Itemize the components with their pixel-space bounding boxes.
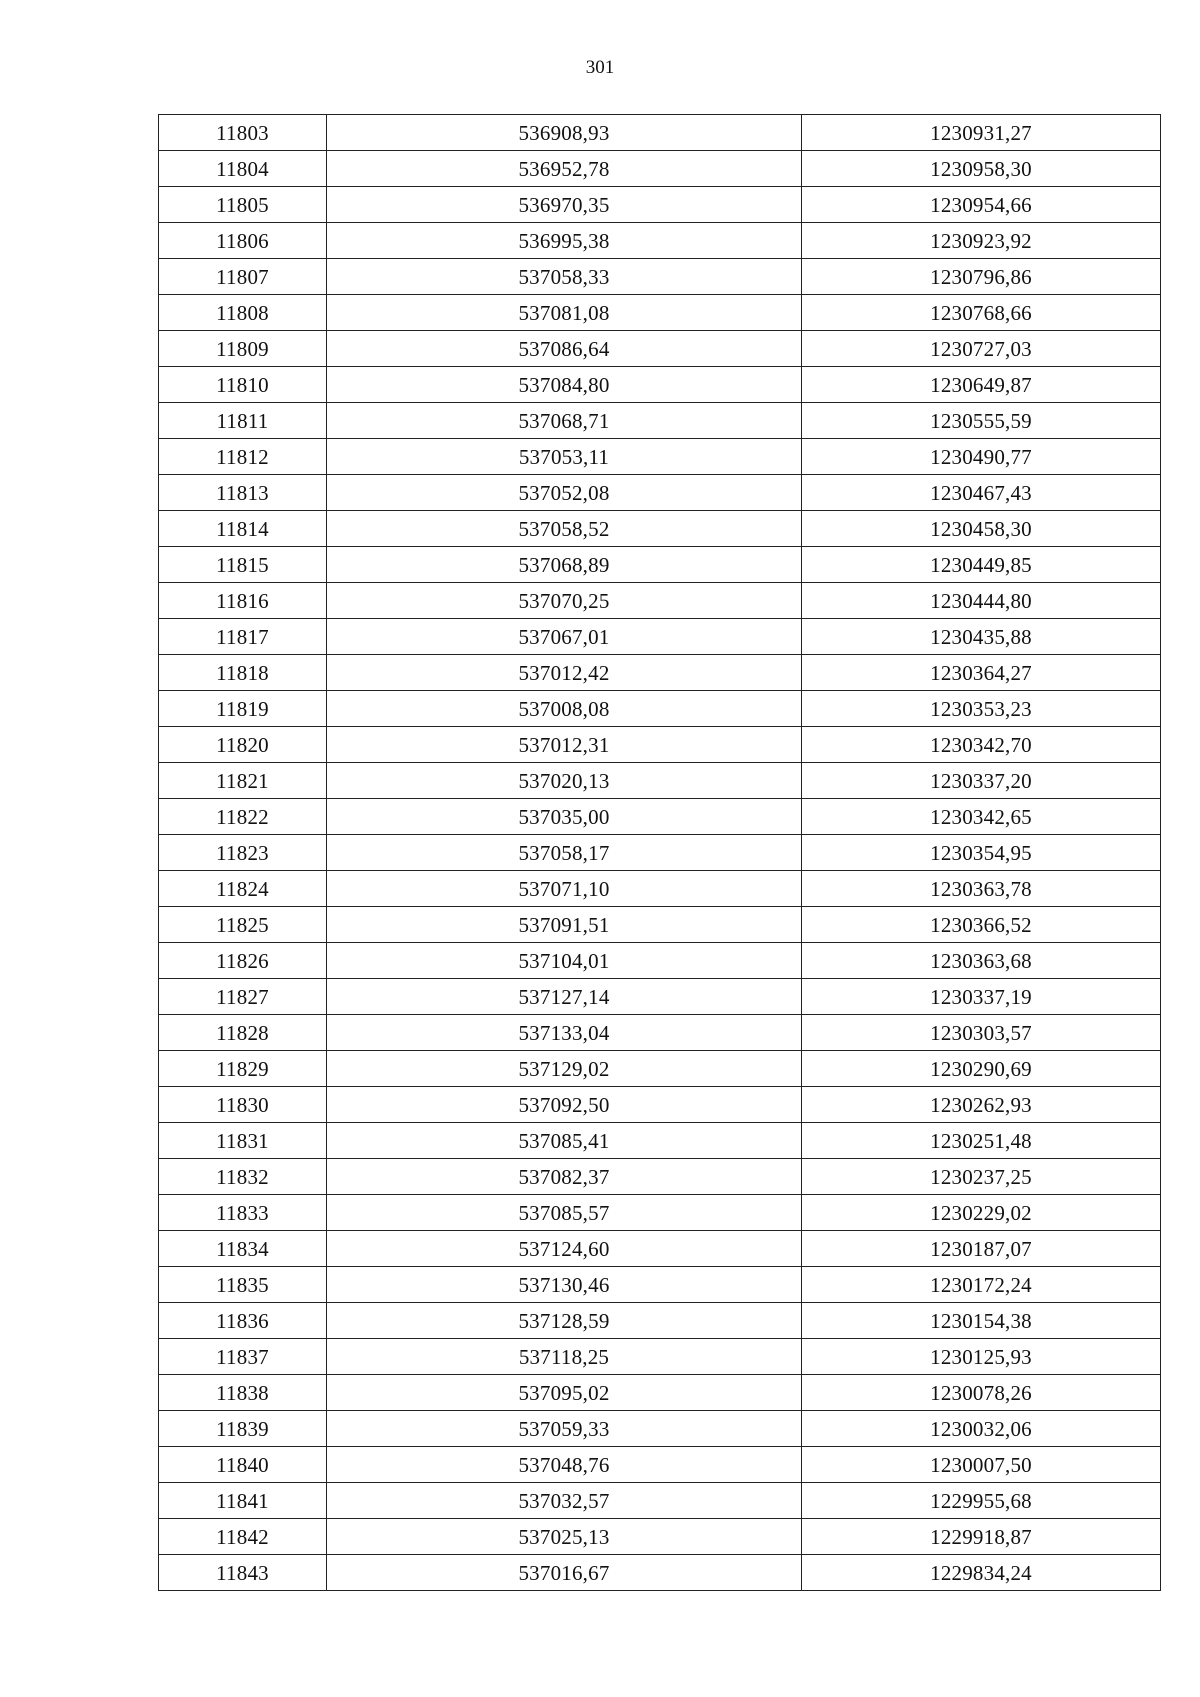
- y-coordinate-cell: 1230923,92: [802, 223, 1161, 259]
- point-number-cell: 11809: [159, 331, 327, 367]
- point-number-cell: 11808: [159, 295, 327, 331]
- x-coordinate-cell: 537020,13: [327, 763, 802, 799]
- x-coordinate-cell: 537012,42: [327, 655, 802, 691]
- x-coordinate-cell: 537085,57: [327, 1195, 802, 1231]
- y-coordinate-cell: 1230032,06: [802, 1411, 1161, 1447]
- y-coordinate-cell: 1230727,03: [802, 331, 1161, 367]
- table-row: [159, 835, 1161, 871]
- x-coordinate-cell: 537032,57: [327, 1483, 802, 1519]
- x-coordinate-cell: 537016,67: [327, 1555, 802, 1591]
- point-number-cell: 11827: [159, 979, 327, 1015]
- point-number-cell: 11839: [159, 1411, 327, 1447]
- point-number-cell: 11817: [159, 619, 327, 655]
- y-coordinate-cell: 1230154,38: [802, 1303, 1161, 1339]
- y-coordinate-cell: 1230262,93: [802, 1087, 1161, 1123]
- y-coordinate-cell: 1230363,78: [802, 871, 1161, 907]
- x-coordinate-cell: 537084,80: [327, 367, 802, 403]
- x-coordinate-cell: 537124,60: [327, 1231, 802, 1267]
- y-coordinate-cell: 1230555,59: [802, 403, 1161, 439]
- y-coordinate-cell: 1230251,48: [802, 1123, 1161, 1159]
- y-coordinate-cell: 1230490,77: [802, 439, 1161, 475]
- table-row: [159, 511, 1161, 547]
- point-number-cell: 11818: [159, 655, 327, 691]
- table-row: [159, 619, 1161, 655]
- x-coordinate-cell: 537068,89: [327, 547, 802, 583]
- x-coordinate-cell: 537133,04: [327, 1015, 802, 1051]
- x-coordinate-cell: 537058,17: [327, 835, 802, 871]
- x-coordinate-cell: 537025,13: [327, 1519, 802, 1555]
- x-coordinate-cell: 537071,10: [327, 871, 802, 907]
- y-coordinate-cell: 1230229,02: [802, 1195, 1161, 1231]
- point-number-cell: 11813: [159, 475, 327, 511]
- table-row: [159, 331, 1161, 367]
- y-coordinate-cell: 1230354,95: [802, 835, 1161, 871]
- y-coordinate-cell: 1230449,85: [802, 547, 1161, 583]
- y-coordinate-cell: 1230342,65: [802, 799, 1161, 835]
- x-coordinate-cell: 537129,02: [327, 1051, 802, 1087]
- point-number-cell: 11811: [159, 403, 327, 439]
- y-coordinate-cell: 1230958,30: [802, 151, 1161, 187]
- table-row: [159, 871, 1161, 907]
- y-coordinate-cell: 1230337,20: [802, 763, 1161, 799]
- table-row: [159, 223, 1161, 259]
- y-coordinate-cell: 1230458,30: [802, 511, 1161, 547]
- x-coordinate-cell: 537081,08: [327, 295, 802, 331]
- table-row: [159, 763, 1161, 799]
- x-coordinate-cell: 537130,46: [327, 1267, 802, 1303]
- table-row: [159, 1447, 1161, 1483]
- point-number-cell: 11841: [159, 1483, 327, 1519]
- x-coordinate-cell: 537095,02: [327, 1375, 802, 1411]
- table-row: [159, 1087, 1161, 1123]
- x-coordinate-cell: 536952,78: [327, 151, 802, 187]
- table-row: [159, 1015, 1161, 1051]
- table-row: [159, 727, 1161, 763]
- table-row: [159, 943, 1161, 979]
- point-number-cell: 11842: [159, 1519, 327, 1555]
- point-number-cell: 11837: [159, 1339, 327, 1375]
- point-number-cell: 11804: [159, 151, 327, 187]
- point-number-cell: 11816: [159, 583, 327, 619]
- table-row: [159, 907, 1161, 943]
- page-number: 301: [585, 57, 615, 78]
- table-row: [159, 1339, 1161, 1375]
- x-coordinate-cell: 536970,35: [327, 187, 802, 223]
- point-number-cell: 11843: [159, 1555, 327, 1591]
- y-coordinate-cell: 1230931,27: [802, 115, 1161, 151]
- table-row: [159, 295, 1161, 331]
- point-number-cell: 11823: [159, 835, 327, 871]
- point-number-cell: 11835: [159, 1267, 327, 1303]
- point-number-cell: 11807: [159, 259, 327, 295]
- y-coordinate-cell: 1230353,23: [802, 691, 1161, 727]
- table-row: [159, 151, 1161, 187]
- y-coordinate-cell: 1230796,86: [802, 259, 1161, 295]
- table-row: [159, 475, 1161, 511]
- y-coordinate-cell: 1230290,69: [802, 1051, 1161, 1087]
- point-number-cell: 11814: [159, 511, 327, 547]
- y-coordinate-cell: 1230125,93: [802, 1339, 1161, 1375]
- x-coordinate-cell: 537053,11: [327, 439, 802, 475]
- table-row: [159, 187, 1161, 223]
- y-coordinate-cell: 1230303,57: [802, 1015, 1161, 1051]
- x-coordinate-cell: 536995,38: [327, 223, 802, 259]
- x-coordinate-cell: 537012,31: [327, 727, 802, 763]
- x-coordinate-cell: 537091,51: [327, 907, 802, 943]
- y-coordinate-cell: 1230237,25: [802, 1159, 1161, 1195]
- x-coordinate-cell: 537086,64: [327, 331, 802, 367]
- y-coordinate-cell: 1230649,87: [802, 367, 1161, 403]
- table-row: [159, 1303, 1161, 1339]
- y-coordinate-cell: 1230342,70: [802, 727, 1161, 763]
- table-row: [159, 583, 1161, 619]
- x-coordinate-cell: 537127,14: [327, 979, 802, 1015]
- point-number-cell: 11820: [159, 727, 327, 763]
- y-coordinate-cell: 1230364,27: [802, 655, 1161, 691]
- point-number-cell: 11806: [159, 223, 327, 259]
- point-number-cell: 11828: [159, 1015, 327, 1051]
- table-row: [159, 1051, 1161, 1087]
- table-row: [159, 691, 1161, 727]
- x-coordinate-cell: 537118,25: [327, 1339, 802, 1375]
- table-row: [159, 439, 1161, 475]
- x-coordinate-cell: 537104,01: [327, 943, 802, 979]
- table-row: [159, 655, 1161, 691]
- point-number-cell: 11836: [159, 1303, 327, 1339]
- x-coordinate-cell: 536908,93: [327, 115, 802, 151]
- y-coordinate-cell: 1230467,43: [802, 475, 1161, 511]
- table-row: [159, 979, 1161, 1015]
- table-row: [159, 1375, 1161, 1411]
- table-row: [159, 1483, 1161, 1519]
- x-coordinate-cell: 537082,37: [327, 1159, 802, 1195]
- x-coordinate-cell: 537035,00: [327, 799, 802, 835]
- table-row: [159, 1159, 1161, 1195]
- point-number-cell: 11830: [159, 1087, 327, 1123]
- point-number-cell: 11815: [159, 547, 327, 583]
- table-row: [159, 1231, 1161, 1267]
- point-number-cell: 11805: [159, 187, 327, 223]
- table-row: [159, 1195, 1161, 1231]
- x-coordinate-cell: 537092,50: [327, 1087, 802, 1123]
- table-row: [159, 1519, 1161, 1555]
- y-coordinate-cell: 1230187,07: [802, 1231, 1161, 1267]
- x-coordinate-cell: 537048,76: [327, 1447, 802, 1483]
- point-number-cell: 11838: [159, 1375, 327, 1411]
- table-row: [159, 115, 1161, 151]
- y-coordinate-cell: 1229918,87: [802, 1519, 1161, 1555]
- point-number-cell: 11826: [159, 943, 327, 979]
- y-coordinate-cell: 1230172,24: [802, 1267, 1161, 1303]
- table-row: [159, 1123, 1161, 1159]
- x-coordinate-cell: 537052,08: [327, 475, 802, 511]
- table-row: [159, 547, 1161, 583]
- point-number-cell: 11829: [159, 1051, 327, 1087]
- x-coordinate-cell: 537008,08: [327, 691, 802, 727]
- table-body: [159, 115, 1161, 1591]
- table-row: [159, 1411, 1161, 1447]
- point-number-cell: 11831: [159, 1123, 327, 1159]
- coordinates-table: [158, 114, 1161, 1591]
- y-coordinate-cell: 1230444,80: [802, 583, 1161, 619]
- point-number-cell: 11825: [159, 907, 327, 943]
- y-coordinate-cell: 1229834,24: [802, 1555, 1161, 1591]
- table-row: [159, 367, 1161, 403]
- point-number-cell: 11819: [159, 691, 327, 727]
- y-coordinate-cell: 1229955,68: [802, 1483, 1161, 1519]
- x-coordinate-cell: 537070,25: [327, 583, 802, 619]
- point-number-cell: 11824: [159, 871, 327, 907]
- y-coordinate-cell: 1230435,88: [802, 619, 1161, 655]
- y-coordinate-cell: 1230768,66: [802, 295, 1161, 331]
- table-row: [159, 259, 1161, 295]
- y-coordinate-cell: 1230366,52: [802, 907, 1161, 943]
- y-coordinate-cell: 1230078,26: [802, 1375, 1161, 1411]
- x-coordinate-cell: 537059,33: [327, 1411, 802, 1447]
- point-number-cell: 11833: [159, 1195, 327, 1231]
- point-number-cell: 11840: [159, 1447, 327, 1483]
- y-coordinate-cell: 1230337,19: [802, 979, 1161, 1015]
- point-number-cell: 11832: [159, 1159, 327, 1195]
- table-row: [159, 403, 1161, 439]
- point-number-cell: 11803: [159, 115, 327, 151]
- x-coordinate-cell: 537067,01: [327, 619, 802, 655]
- point-number-cell: 11812: [159, 439, 327, 475]
- point-number-cell: 11821: [159, 763, 327, 799]
- x-coordinate-cell: 537058,33: [327, 259, 802, 295]
- y-coordinate-cell: 1230007,50: [802, 1447, 1161, 1483]
- y-coordinate-cell: 1230954,66: [802, 187, 1161, 223]
- point-number-cell: 11822: [159, 799, 327, 835]
- x-coordinate-cell: 537085,41: [327, 1123, 802, 1159]
- table-row: [159, 1555, 1161, 1591]
- table-row: [159, 799, 1161, 835]
- point-number-cell: 11834: [159, 1231, 327, 1267]
- y-coordinate-cell: 1230363,68: [802, 943, 1161, 979]
- x-coordinate-cell: 537068,71: [327, 403, 802, 439]
- point-number-cell: 11810: [159, 367, 327, 403]
- x-coordinate-cell: 537128,59: [327, 1303, 802, 1339]
- table-row: [159, 1267, 1161, 1303]
- x-coordinate-cell: 537058,52: [327, 511, 802, 547]
